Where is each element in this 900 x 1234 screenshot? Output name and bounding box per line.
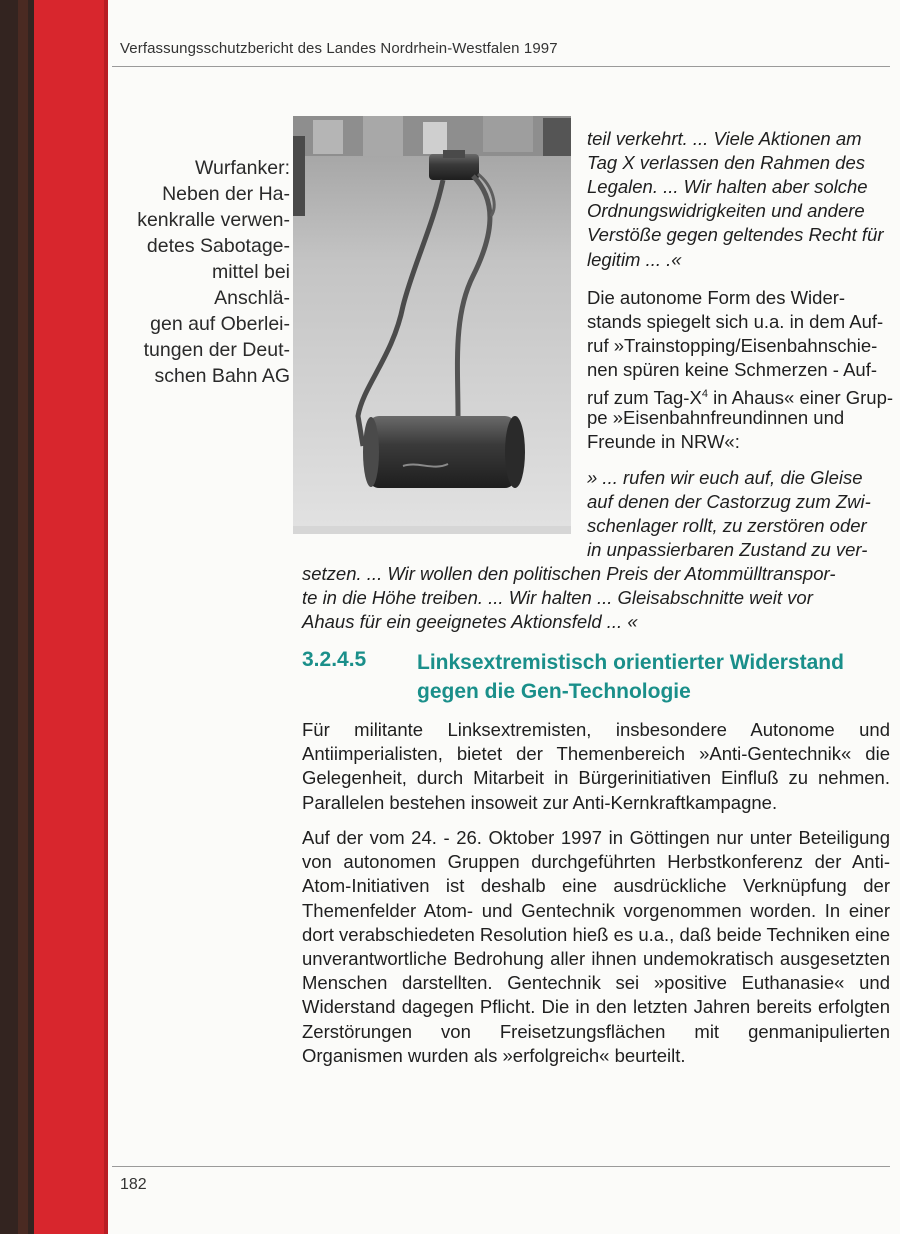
section-title-line: gegen die Gen-Technologie — [417, 680, 691, 703]
body-line: Freunde in NRW«: — [587, 431, 740, 452]
footnote-marker: 4 — [701, 388, 708, 400]
header-rule — [112, 66, 890, 67]
body-line: Die autonome Form des Wider- — [587, 287, 846, 308]
body-line: pe »Eisenbahnfreundinnen und — [587, 407, 845, 428]
section-title — [417, 648, 887, 706]
quote-line: » ... rufen wir euch auf, die Gleise — [587, 467, 863, 488]
quote-line: Ahaus für ein geeignetes Aktionsfeld ... « — [302, 611, 638, 632]
quote-line: Legalen. ... Wir halten aber solche — [587, 176, 868, 197]
quote-line: legitim ... .« — [587, 249, 682, 270]
quote-line: Verstöße gegen geltendes Recht für — [587, 224, 884, 245]
footer-rule — [112, 1166, 890, 1167]
book-spine-shadow — [18, 0, 28, 1234]
body-line: nen spüren keine Schmerzen - Auf- — [587, 359, 877, 380]
quote-line: setzen. ... Wir wollen den politischen Preis der Atommülltranspor- — [302, 563, 836, 584]
body-text: in Ahaus« einer Grup- — [713, 387, 894, 409]
quote-line: teil verkehrt. ... Viele Aktionen am — [587, 128, 862, 149]
section-number: 3.2.4.5 — [302, 648, 367, 671]
quote-line: Tag X verlassen den Rahmen des — [587, 152, 866, 173]
quote-line: auf denen der Castorzug zum Zwi- — [587, 491, 871, 512]
page-number: 182 — [120, 1176, 147, 1193]
quote-line: schenlager rollt, zu zerstören oder — [587, 515, 867, 536]
photo-caption: Wurfanker: Neben der Ha- kenkralle verwen- detes Sabotage- mittel bei Anschlä- gen auf Oberlei- tungen der Deut- schen Bahn AG — [137, 157, 290, 387]
body-line: ruf »Trainstopping/Eisenbahnschie- — [587, 335, 878, 356]
body-line: stands spiegelt sich u.a. in dem Auf- — [587, 311, 884, 332]
quote-line: in unpassierbaren Zustand zu ver- — [587, 539, 868, 560]
quote-line: te in die Höhe treiben. ... Wir halten ... Gleisabschnitte weit vor — [302, 587, 813, 608]
running-header: Verfassungsschutzbericht des Landes Nordrhein-Westfalen 1997 — [120, 40, 558, 57]
book-margin-red-band — [34, 0, 108, 1234]
body-text: ruf zum Tag-X — [587, 387, 702, 409]
paragraph: Für militante Linksextremisten, insbesondere Autonome und Antiimperialisten, bietet der Themenbereich »Anti-Gentechnik« die Gelegenheit, durch Mitarbeit in Bürgerinitiativen Einfluß zu nehmen. Parallelen bestehen insoweit zur Anti-Kernkraftkampagne. — [302, 719, 890, 813]
quote-line: Ordnungswidrigkeiten und andere — [587, 200, 865, 221]
photo-grappling-anchor — [293, 116, 571, 534]
paragraph: Auf der vom 24. - 26. Oktober 1997 in Göttingen nur unter Beteiligung von autonomen Gruppen durchgeführten Herbstkonferenz der Anti-Atom-Initiativen ist deshalb eine ausdrückliche Verknüpfung der Themenfelder Atom- und Gentechnik vorgenommen worden. In einer dort verabschiedeten Resolution hieß es u.a., daß beide Techniken eine unverantwortliche Bedrohung aller ihnen undemokratisch ausgesetzten Menschen darstellten. Gentechnik sei »positive Euthanasie« und Widerstand dagegen Pflicht. Die in den letzten Jahren bereits erfolgten Zerstörungen von Freisetzungsflächen mit genmanipulierten Organismen wurden als »erfolgreich« beurteilt. — [302, 827, 890, 1066]
section-title-line: Linksextremistisch orientierter Widerstand — [417, 651, 844, 674]
book-spine-dark — [0, 0, 34, 1234]
red-band-edge — [104, 0, 108, 1234]
